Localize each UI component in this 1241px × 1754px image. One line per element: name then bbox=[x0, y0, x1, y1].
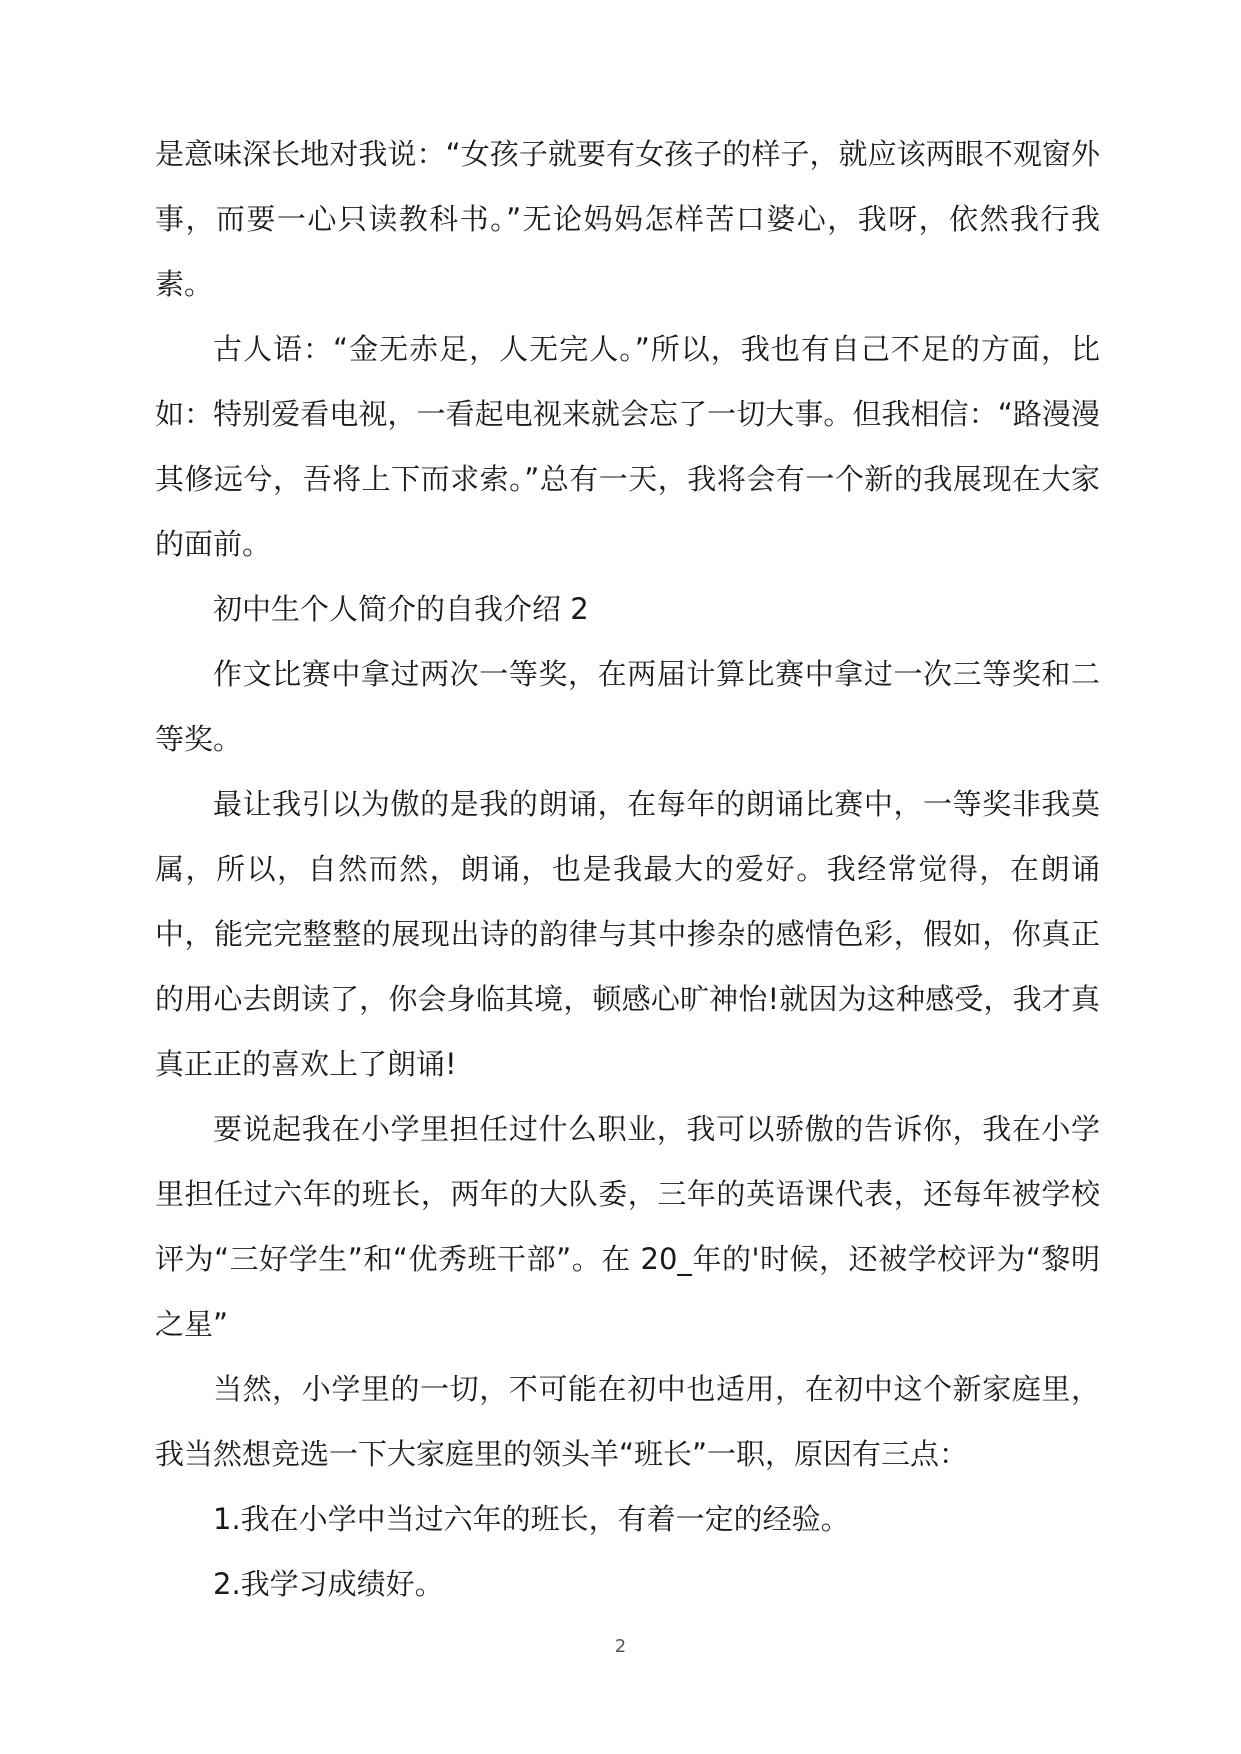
section-heading: 初中生个人简介的自我介绍 2 bbox=[213, 592, 589, 626]
paragraph: 要说起我在小学里担任过什么职业，我可以骄傲的告诉你，我在小学里担任过六年的班长，两年的大队委，三年的英语课代表，还每年被学校评为“三好学生”和“优秀班干部”。在 20_年的'时候，还被学校评为“黎明之星” bbox=[155, 1112, 1100, 1341]
paragraph: 是意味深长地对我说：“女孩子就要有女孩子的样子，就应该两眼不观窗外事，而要一心只读教科书。”无论妈妈怎样苦口婆心，我呀，依然我行我素。 bbox=[155, 137, 1100, 301]
list-item: 2.我学习成绩好。 bbox=[213, 1567, 444, 1601]
page-number: 2 bbox=[614, 1636, 627, 1657]
paragraph: 当然，小学里的一切，不可能在初中也适用，在初中这个新家庭里，我当然想竞选一下大家庭里的领头羊“班长”一职，原因有三点： bbox=[155, 1372, 1100, 1471]
paragraph: 古人语：“金无赤足，人无完人。”所以，我也有自己不足的方面，比如：特别爱看电视，一看起电视来就会忘了一切大事。但我相信：“路漫漫其修远兮，吾将上下而求索。”总有一天，我将会有一个新的我展现在大家的面前。 bbox=[155, 332, 1100, 561]
paragraph: 作文比赛中拿过两次一等奖，在两届计算比赛中拿过一次三等奖和二等奖。 bbox=[155, 657, 1100, 756]
paragraph: 最让我引以为傲的是我的朗诵，在每年的朗诵比赛中，一等奖非我莫属，所以，自然而然，朗诵，也是我最大的爱好。我经常觉得，在朗诵中，能完完整整的展现出诗的韵律与其中掺杂的感情色彩，假如，你真正的用心去朗读了，你会身临其境，顿感心旷神怡!就因为这种感受，我才真真正正的喜欢上了朗诵! bbox=[155, 787, 1100, 1081]
document-body bbox=[155, 122, 1100, 1617]
list-item: 1.我在小学中当过六年的班长，有着一定的经验。 bbox=[213, 1502, 850, 1536]
